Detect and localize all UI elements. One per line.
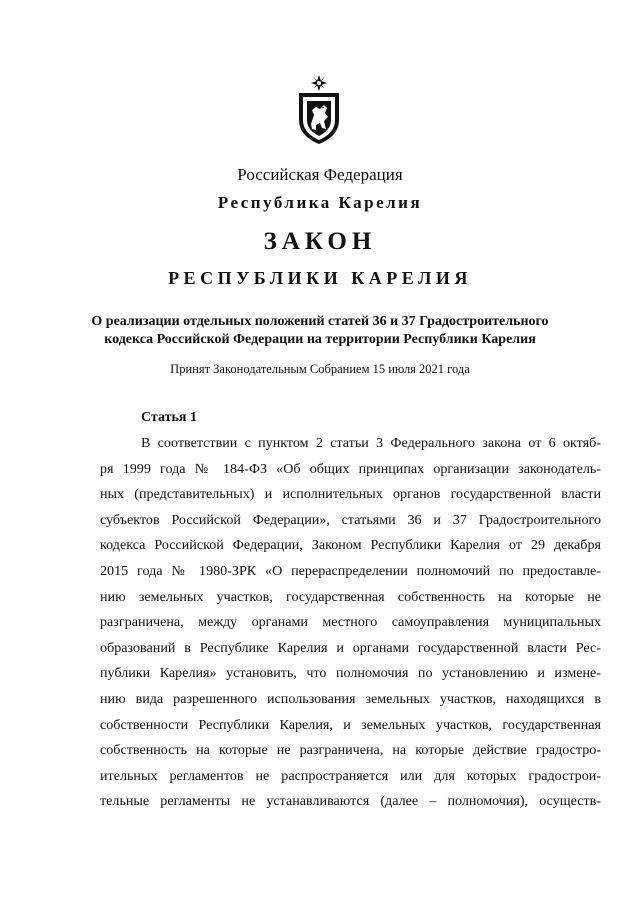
body-line: В соответствии с пунктом 2 статьи 3 Федерального закона от 6 октяб-: [141, 435, 601, 451]
body-line: ных (представительных) и исполнительных органов государственной власти: [100, 486, 601, 503]
body-line: образований в Республике Карелия и органами государственной власти Рес-: [100, 639, 601, 656]
body-line: ря 1999 года № 184-ФЗ «Об общих принципах организации законодатель-: [100, 460, 601, 477]
law-title-line: О реализации отдельных положений статей 36 и 37 Градостроительного: [91, 314, 549, 329]
law-title: [0, 313, 640, 349]
body-line: публики Карелия» установить, что полномочия по установлению и измене-: [100, 665, 601, 682]
document-type: ЗАКОН: [263, 228, 377, 255]
body-line: нию земельных участков, государственная собственность на которые не: [100, 588, 601, 605]
article-body: [100, 431, 601, 815]
body-line: 2015 года № 1980-ЗРК «О перераспределении полномочий по предоставле-: [100, 562, 601, 579]
law-title-line: кодекса Российской Федерации на территории Республики Карелия: [104, 332, 536, 347]
body-line: ительных регламентов не распространяется или для которых градострои-: [100, 767, 601, 784]
article-heading: Статья 1: [141, 410, 197, 425]
document-issuer: РЕСПУБЛИКИ КАРЕЛИЯ: [168, 268, 472, 288]
body-line: кодекса Российской Федерации, Законом Республики Карелия от 29 декабря: [100, 537, 601, 554]
body-line: субъектов Российской Федерации», статьями 36 и 37 Градостроительного: [100, 511, 601, 528]
body-line: тельные регламенты не устанавливаются (далее – полномочия), осуществ-: [100, 793, 601, 810]
country-name: Российская Федерация: [237, 165, 403, 184]
body-line: собственность на которые не разграничена, на которые действие градостро-: [100, 742, 601, 759]
body-line: нию вида разрешенного использования земельных участков, находящихся в: [100, 690, 601, 707]
body-line: собственности Республики Карелия, и земельных участков, государственная: [100, 716, 601, 733]
republic-name: Республика Карелия: [217, 193, 423, 212]
body-line: разграничена, между органами местного самоуправления муниципальных: [100, 614, 601, 631]
karelia-coat-of-arms-icon: [296, 74, 342, 146]
adoption-note: Принят Законодательным Собранием 15 июля 2021 года: [170, 362, 470, 376]
